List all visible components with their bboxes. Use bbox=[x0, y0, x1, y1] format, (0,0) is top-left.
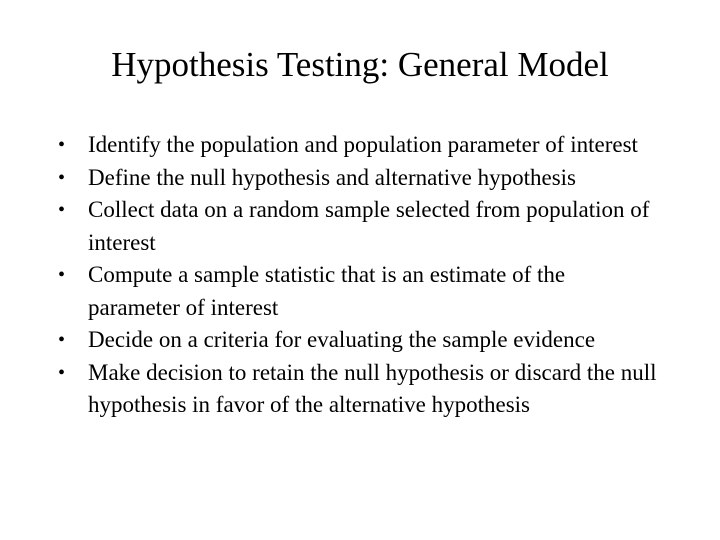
bullet-icon: • bbox=[58, 134, 66, 156]
bullet-icon: • bbox=[58, 166, 66, 189]
bullet-text: Define the null hypothesis and alternative hypothesis bbox=[88, 164, 576, 190]
bullet-item bbox=[58, 259, 658, 324]
bullet-item bbox=[58, 194, 658, 259]
bullet-text: Compute a sample statistic that is an estimate of the parameter of interest bbox=[88, 262, 566, 320]
bullet-icon: • bbox=[58, 329, 66, 351]
bullet-text: Identify the population and population parameter of interest bbox=[88, 132, 638, 157]
bullet-item bbox=[58, 162, 658, 195]
bullet-item bbox=[58, 357, 658, 422]
bullet-icon: • bbox=[58, 199, 66, 221]
bullet-item bbox=[58, 324, 658, 357]
bullet-icon: • bbox=[58, 361, 66, 384]
bullet-text: Make decision to retain the null hypothesis or discard the null hypothesis in favor of the alternative hypothesis bbox=[88, 359, 657, 417]
bullet-text: Collect data on a random sample selected from population of interest bbox=[88, 197, 650, 255]
slide-title: Hypothesis Testing: General Model bbox=[111, 45, 609, 84]
bullet-list bbox=[58, 129, 658, 422]
bullet-text: Decide on a criteria for evaluating the sample evidence bbox=[88, 327, 596, 352]
bullet-icon: • bbox=[58, 264, 66, 286]
bullet-item bbox=[58, 129, 658, 162]
